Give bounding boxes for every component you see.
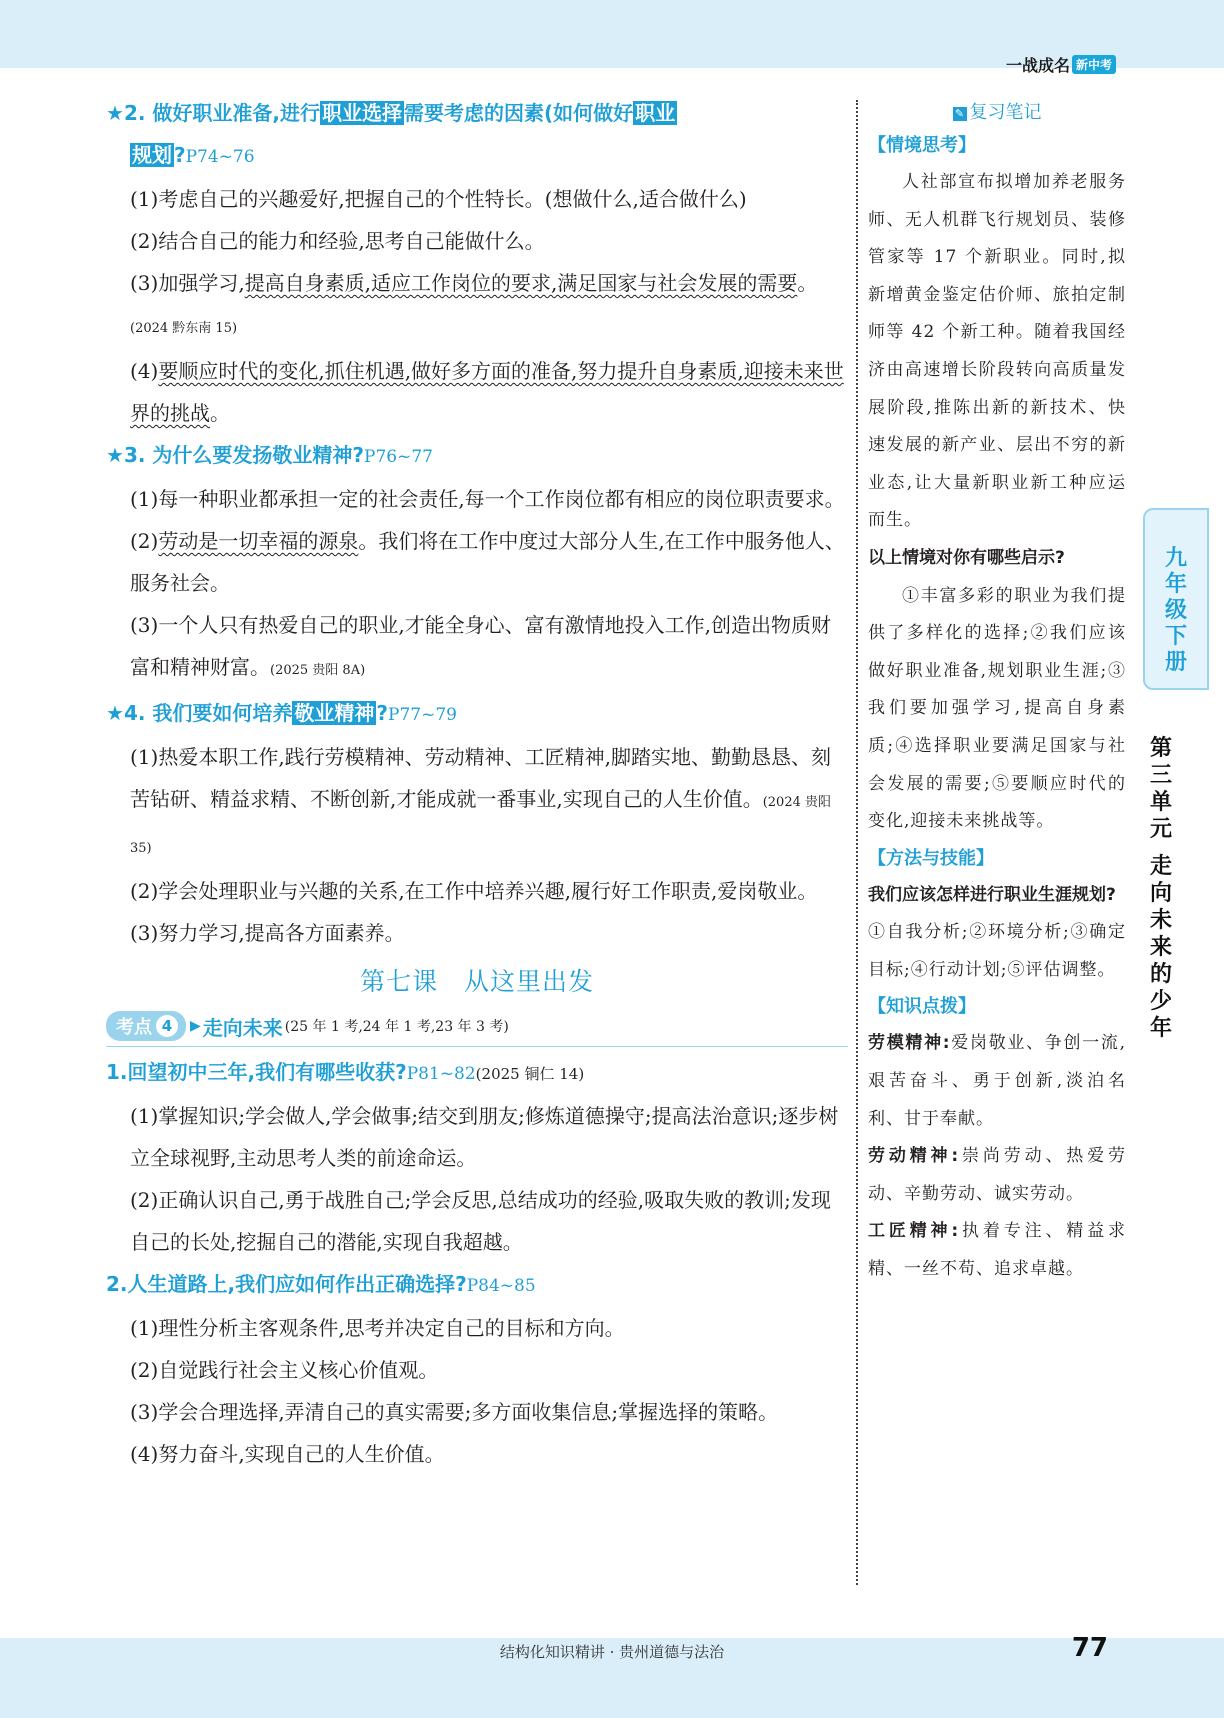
method-question: 我们应该怎样进行职业生涯规划? [868,884,1116,905]
kaodian-question-2: 2.人生道路上,我们应如何作出正确选择?P84~85 [106,1272,536,1296]
kaodian-badge: 考点 4 [106,1011,186,1041]
pen-icon: ✎ [953,107,967,121]
knowledge-item: 劳动精神:崇尚劳动、热爱劳动、辛勤劳动、诚实劳动。 [868,1146,1126,1204]
knowledge-label: 【知识点拨】 [868,996,976,1018]
footer-text: 结构化知识精讲 · 贵州道德与法治 [499,1643,725,1661]
unit-title-vertical: 第三单元 走向未来的少年 [1149,736,1172,1041]
k2-item-4: (4)努力奋斗,实现自己的人生价值。 [130,1442,445,1466]
knowledge-item: 劳模精神:爱岗敬业、争创一流,艰苦奋斗、勇于创新,淡泊名利、甘于奉献。 [868,1033,1126,1129]
q2-item-1: (1)考虑自己的兴趣爱好,把握自己的个性特长。(想做什么,适合做什么) [130,187,747,211]
k2-item-2: (2)自觉践行社会主义核心价值观。 [130,1358,439,1382]
k2-item-1: (1)理性分析主客观条件,思考并决定自己的目标和方向。 [130,1316,625,1340]
arrow-right-icon: ▶ [190,1018,201,1034]
k2-item-3: (3)学会合理选择,弄清自己的真实需要;多方面收集信息;掌握选择的策略。 [130,1400,779,1424]
q2-item-2: (2)结合自己的能力和经验,思考自己能做什么。 [130,229,545,253]
q4-item-3: (3)努力学习,提高各方面素养。 [130,921,405,945]
question-2: ★2. 做好职业准备,进行 职业选择 需要考虑的因素(如何做好 职业 规划 ?P74~76 [106,101,676,167]
q4-item-1: (1)热爱本职工作,践行劳模精神、劳动精神、工匠精神,脚踏实地、勤勤恳恳、刻苦钻研、精益求精、不断创新,才能成就一番事业,实现自己的人生价值。(2024 贵阳 35) [130,745,832,856]
situation-text: 人社部宣布拟增加养老服务师、无人机群飞行规划员、装修管家等 17 个新职业。同时,拟新增黄金鉴定估价师、旅拍定制师等 42 个新工种。随着我国经济由高速增长阶段转向高质量发展阶段,推陈出新的新技术、快速发展的新产业、层出不穷的新业态,让大量新职业新工种应运而生。 [868,172,1126,531]
kaodian-question-1: 1.回望初中三年,我们有哪些收获?P81~82(2025 铜仁 14) [106,1060,585,1084]
situation-answer: ①丰富多彩的职业为我们提供了多样化的选择;②我们应该做好职业准备,规划职业生涯;③我们要加强学习,提高自身素质;④选择职业要满足国家与社会发展的需要;⑤要顺应时代的变化,迎接未来挑战等。 [868,585,1126,832]
k1-item-2: (2)正确认识自己,勇于战胜自己;学会反思,总结成功的经验,吸取失败的教训;发现自己的长处,挖掘自己的潜能,实现自我超越。 [130,1188,831,1254]
review-notes-heading: ✎ 复习笔记 [868,98,1126,128]
situation-label: 【情境思考】 [868,135,976,156]
q4-item-2: (2)学会处理职业与兴趣的关系,在工作中培养兴趣,履行好工作职责,爱岗敬业。 [130,879,818,903]
question-4: ★4. 我们要如何培养 敬业精神 ?P77~79 [106,701,457,725]
grade-side-tab: 九年级下册 [1143,508,1209,690]
knowledge-item: 工匠精神:执着专注、精益求精、一丝不苟、追求卓越。 [868,1221,1126,1280]
q3-item-1: (1)每一种职业都承担一定的社会责任,每一个工作岗位都有相应的岗位职责要求。 [130,487,845,511]
question-3: ★3. 为什么要发扬敬业精神?P76~77 [106,443,433,467]
q2-item-4: (4)要顺应时代的变化,抓住机遇,做好多方面的准备,努力提升自身素质,迎接未来世界的挑战。 [130,359,844,425]
column-divider [856,100,858,1585]
method-answer: ①自我分析;②环境分析;③确定目标;④行动计划;⑤评估调整。 [868,922,1126,980]
q3-item-3: (3)一个人只有热爱自己的职业,才能全身心、富有激情地投入工作,创造出物质财富和精神财富。(2025 贵阳 8A) [130,613,832,679]
page-number: 77 [1071,1633,1108,1663]
situation-question: 以上情境对你有哪些启示? [868,547,1065,568]
kaodian-header: 考点 4 ▶ 走向未来 (25 年 1 考,24 年 1 考,23 年 3 考) [106,1006,848,1047]
main-content [106,92,848,1475]
method-label: 【方法与技能】 [868,847,994,869]
review-notes-sidebar [868,98,1126,1289]
lesson-title: 第七课 从这里出发 [359,967,594,996]
brand-logo: 一战成名 新中考 [1006,53,1116,75]
q3-item-2: (2)劳动是一切幸福的源泉。我们将在工作中度过大部分人生,在工作中服务他人、服务社会。 [130,529,845,595]
k1-item-1: (1)掌握知识;学会做人,学会做事;结交到朋友;修炼道德操守;提高法治意识;逐步树立全球视野,主动思考人类的前途命运。 [130,1104,839,1170]
q2-item-3: (3)加强学习,提高自身素质,适应工作岗位的要求,满足国家与社会发展的需要。(2024 黔东南 15) [130,271,818,336]
